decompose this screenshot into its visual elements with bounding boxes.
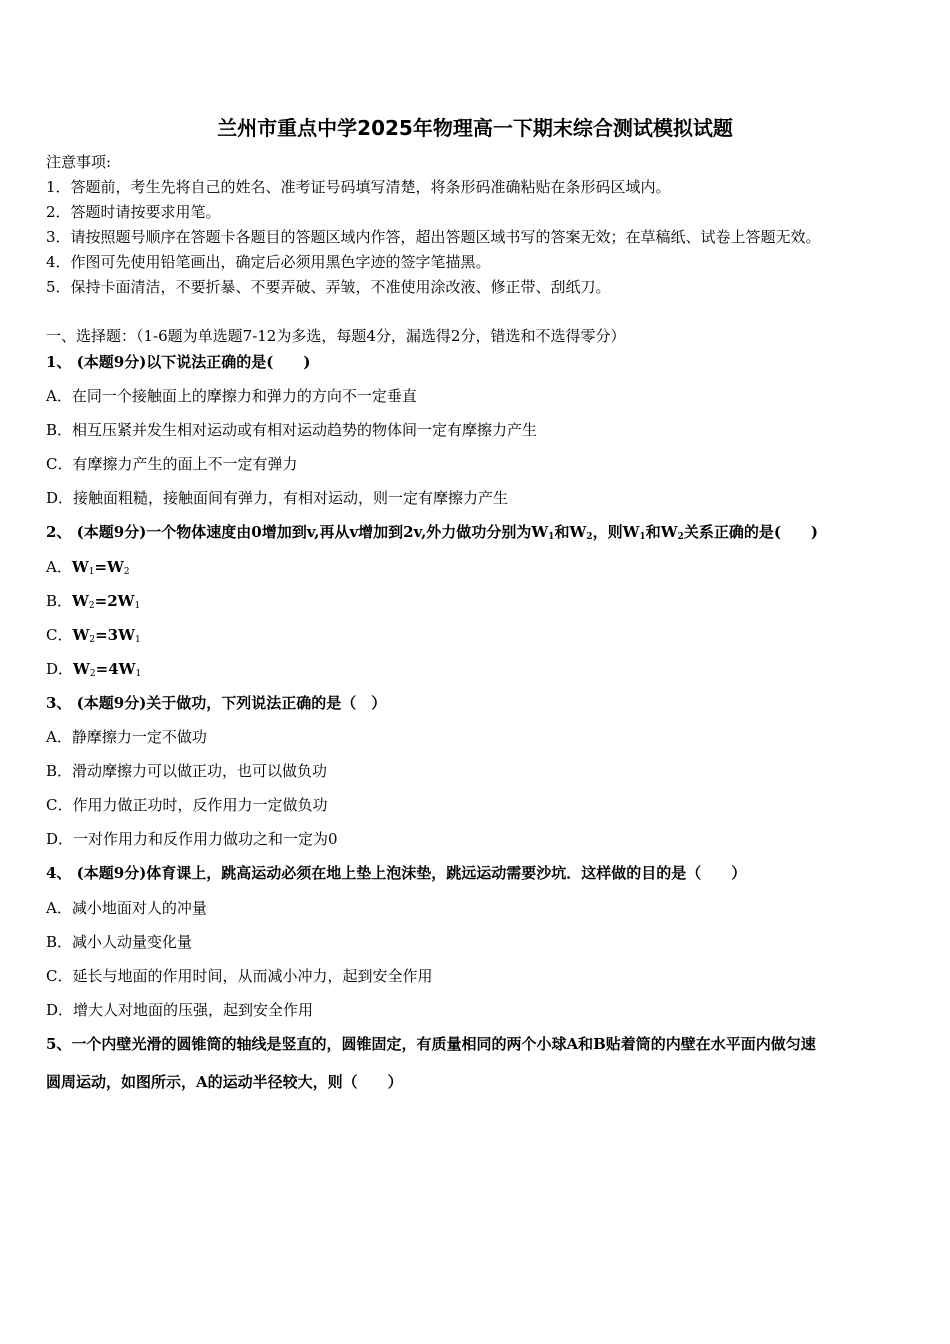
question-3-option-a: A．静摩擦力一定不做功 [46, 728, 207, 746]
question-4-option-a: A．减小地面对人的冲量 [46, 899, 207, 917]
notice-item-1: 1．答题前，考生先将自己的姓名、准考证号码填写清楚，将条形码准确粘贴在条形码区域内。 [46, 178, 671, 196]
question-2-option-d: D．$W_2=4W_1$ [46, 660, 142, 679]
question-1-option-b: B．相互压紧并发生相对运动或有相对运动趋势的物体间一定有摩擦力产生 [46, 421, 538, 439]
question-2-option-b: B．$W_2=2W_1$ [46, 592, 141, 611]
notice-item-3: 3．请按照题号顺序在答题卡各题目的答题区域内作答，超出答题区域书写的答案无效；在草稿纸、试卷上答题无效。 [46, 228, 821, 246]
question-3-option-d: D．一对作用力和反作用力做功之和一定为0 [46, 830, 338, 848]
question-3-stem: 3、 (本题9分)关于做功，下列说法正确的是（ ） [46, 694, 387, 712]
notice-item-5: 5．保持卡面清洁，不要折暴、不要弄破、弄皱，不准使用涂改液、修正带、刮纸刀。 [46, 278, 611, 296]
question-3-option-c: C．作用力做正功时，反作用力一定做负功 [46, 796, 328, 814]
question-3-option-b: B．滑动摩擦力可以做正功，也可以做负功 [46, 762, 328, 780]
question-1-option-a: A．在同一个接触面上的摩擦力和弹力的方向不一定垂直 [46, 387, 417, 405]
notice-heading: 注意事项: [46, 153, 112, 171]
question-4-option-c: C．延长与地面的作用时间，从而减小冲力，起到安全作用 [46, 967, 433, 985]
notice-item-4: 4．作图可先使用铅笔画出，确定后必须用黑色字迹的签字笔描黑。 [46, 253, 491, 271]
page-title: 兰州市重点中学2025年物理高一下期末综合测试模拟试题 [217, 116, 733, 140]
question-1-stem: 1、 (本题9分)以下说法正确的是( ) [46, 353, 311, 371]
section-heading: 一、选择题：（1-6题为单选题7-12为多选，每题4分，漏选得2分，错选和不选得零分） [46, 327, 626, 345]
question-4-option-d: D．增大人对地面的压强，起到安全作用 [46, 1001, 314, 1019]
question-4-option-b: B．减小人动量变化量 [46, 933, 193, 951]
question-2-option-c: C．$W_2=3W_1$ [46, 626, 141, 645]
question-2-option-a: A．$W_1=W_2$ [46, 558, 130, 577]
notice-item-2: 2．答题时请按要求用笔。 [46, 203, 221, 221]
question-1-option-c: C．有摩擦力产生的面上不一定有弹力 [46, 455, 298, 473]
question-4-stem: 4、 (本题9分)体育课上，跳高运动必须在地上垫上泡沫垫，跳远运动需要沙坑．这样做的目的是（ ） [46, 864, 747, 882]
question-5-stem-line-2: 圆周运动，如图所示，A的运动半径较大，则（ ） [46, 1073, 403, 1091]
question-5-stem-line-1: 5、一个内壁光滑的圆锥筒的轴线是竖直的，圆锥固定，有质量相同的两个小球A和B贴着筒的内壁在水平面内做匀速 [46, 1035, 816, 1053]
question-2-stem: 2、 (本题9分)一个物体速度由0增加到v,再从v增加到2v,外力做功分别为$W_1$和$W_2$，则$W_1$和$W_2$关系正确的是( ) [46, 523, 819, 542]
question-1-option-d: D．接触面粗糙，接触面间有弹力，有相对运动，则一定有摩擦力产生 [46, 489, 509, 507]
